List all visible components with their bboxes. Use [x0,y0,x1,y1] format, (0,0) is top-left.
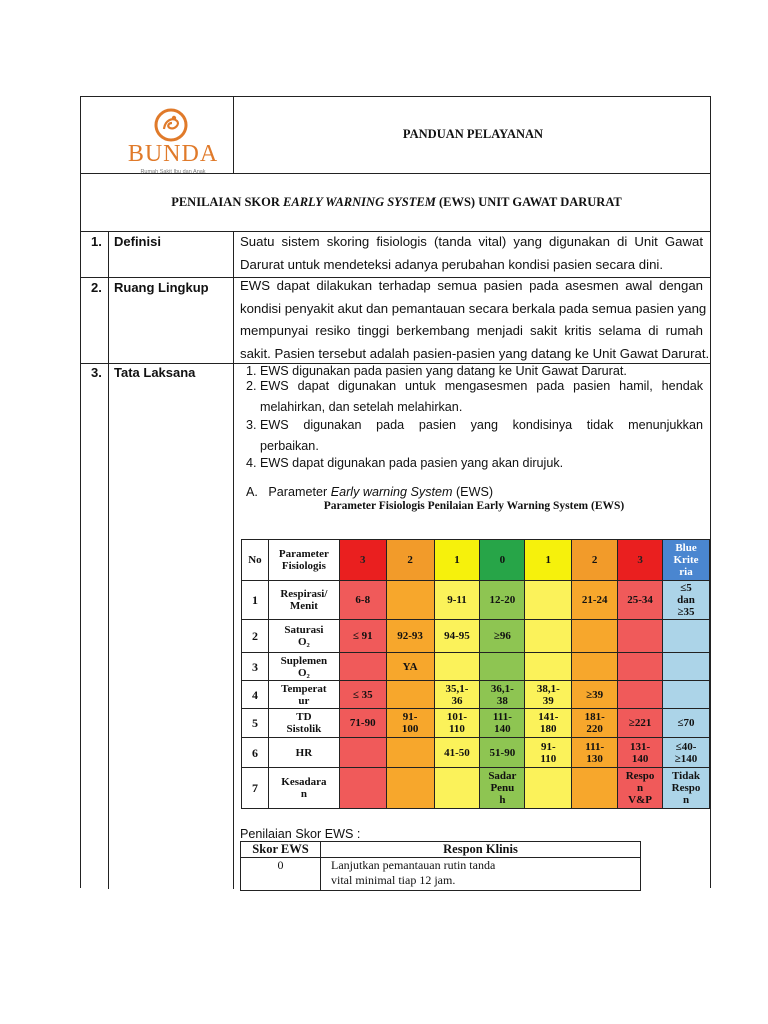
list-item: 2. EWS dapat digunakan untuk mengasesmen pada pasien hamil, hendak melahirkan, dan setelah melahirkan. [246,379,703,414]
table-cell [663,681,710,709]
table-cell: 12-20 [480,581,525,620]
table-cell [386,581,434,620]
table-cell: 111- 140 [480,709,525,738]
table-cell: Suplemen O₂ [268,653,339,681]
tata-laksana-list [240,363,703,472]
table-header-cell: Parameter Fisiologis [268,540,339,581]
table-cell: 35,1- 36 [434,681,480,709]
table-cell: 41-50 [434,738,480,768]
table-cell: 1 [242,581,269,620]
table-cell: 3 [242,653,269,681]
table-header-cell: 3 [339,540,386,581]
table-cell [386,738,434,768]
page-title: PANDUAN PELAYANAN [402,127,544,141]
section-number: 3. [91,365,102,380]
table-row [242,653,710,681]
logo-tagline: Rumah Sakit Ibu dan Anak [140,169,206,175]
section-label-tata-laksana: Tata Laksana [114,365,196,380]
parameter-heading: A. Parameter Early warning System (EWS) [246,485,494,499]
table-row [242,738,710,768]
table-cell: 92-93 [386,620,434,653]
page-subtitle: PENILAIAN SKOR EARLY WARNING SYSTEM (EWS) UNIT GAWAT DARURAT [171,195,622,209]
table-cell: ≥221 [618,709,663,738]
table-header-cell: 2 [386,540,434,581]
table-row [242,620,710,653]
list-item: 3. EWS digunakan pada pasien yang kondisinya tidak menunjukkan perbaikan. [246,418,703,453]
table-row [242,681,710,709]
table-cell [525,620,572,653]
table-cell: 71-90 [339,709,386,738]
document-page [80,96,711,888]
table-cell [663,620,710,653]
table-cell: 38,1- 39 [525,681,572,709]
table-header-cell: 2 [572,540,618,581]
table-cell: Sadar Penu h [480,768,525,809]
table-row [242,581,710,620]
table-cell: ≤ 35 [339,681,386,709]
table-cell: Lanjutkan pemantauan rutin tanda vital minimal tiap 12 jam. [321,858,641,891]
table-header-row [241,842,641,858]
table-cell: ≤5 dan ≥35 [663,581,710,620]
column-divider [233,231,234,889]
table-header-cell: Blue Krite ria [663,540,710,581]
table-cell: ≤40- ≥140 [663,738,710,768]
table-cell [339,768,386,809]
table-cell: Respo n V&P [618,768,663,809]
table-header-cell: 1 [525,540,572,581]
table-cell [572,620,618,653]
list-item: 4. EWS dapat digunakan pada pasien yang akan dirujuk. [246,456,564,470]
table-cell: 51-90 [480,738,525,768]
table-header-cell: Skor EWS [241,842,321,858]
table-cell: 141- 180 [525,709,572,738]
table-cell [572,653,618,681]
section-label-definisi: Definisi [114,234,161,249]
table-cell [339,653,386,681]
table-cell: 91- 110 [525,738,572,768]
table-cell: ≥39 [572,681,618,709]
table-cell: ≥96 [480,620,525,653]
table-cell: 111- 130 [572,738,618,768]
table-cell: Tidak Respo n [663,768,710,809]
table-header-cell: No [242,540,269,581]
table-cell: 6-8 [339,581,386,620]
table-cell [525,653,572,681]
table-row [242,768,710,809]
table-cell: 5 [242,709,269,738]
table-header-cell: 3 [618,540,663,581]
table-cell: HR [268,738,339,768]
section-number: 2. [91,280,102,295]
table-cell: Temperat ur [268,681,339,709]
table-cell: 6 [242,738,269,768]
table-cell: YA [386,653,434,681]
table-cell: Kesadara n [268,768,339,809]
ews-table [241,539,710,809]
table-row [242,709,710,738]
list-item: 1. EWS digunakan pada pasien yang datang ke Unit Gawat Darurat. [246,364,627,378]
table-cell [386,681,434,709]
table-header-cell: 0 [480,540,525,581]
table-cell: 94-95 [434,620,480,653]
table-cell: 101- 110 [434,709,480,738]
skor-ews-label: Penilaian Skor EWS : [240,827,361,841]
table-cell [434,768,480,809]
table-cell: ≤70 [663,709,710,738]
table-cell [618,620,663,653]
table-cell [618,653,663,681]
table-cell: 2 [242,620,269,653]
column-divider [108,231,109,889]
table-cell: Saturasi O₂ [268,620,339,653]
table-cell: 91- 100 [386,709,434,738]
bunda-logo-icon [153,107,189,143]
table-cell: 36,1- 38 [480,681,525,709]
table-cell [386,768,434,809]
table-cell: 25-34 [618,581,663,620]
table-header-row [242,540,710,581]
table-cell: TD Sistolik [268,709,339,738]
table-cell [525,581,572,620]
section-label-ruang-lingkup: Ruang Lingkup [114,280,209,295]
table-cell: 9-11 [434,581,480,620]
ruang-lingkup-text: EWS dapat dilakukan terhadap semua pasien pada asesmen awal dengan kondisi penyakit akut dan pemantauan secara berkala pada semua pasien yang mempunyai resiko tinggi berkembang menjadi sakit kritis selama di rumah sakit. Pasien tersebut adalah pasien-pasien yang datang ke Unit Gawat Darurat. [240,278,710,361]
table-header-cell: Respon Klinis [321,842,641,858]
table-cell: 131- 140 [618,738,663,768]
table-cell [434,653,480,681]
table-cell [339,738,386,768]
table-cell: ≤ 91 [339,620,386,653]
table-cell: 0 [241,858,321,891]
table-cell [663,653,710,681]
bunda-logo [113,107,233,175]
skor-ews-table [240,841,641,891]
table-cell: Respirasi/ Menit [268,581,339,620]
table-cell [572,768,618,809]
table-header-cell: 1 [434,540,480,581]
definisi-text: Suatu sistem skoring fisiologis (tanda vital) yang digunakan di Unit Gawat Darurat untuk mendeteksi adanya perubahan kondisi pasien secara dini. [240,234,703,272]
table-cell [618,681,663,709]
table-row [241,858,641,891]
table-cell: 4 [242,681,269,709]
table-cell [480,653,525,681]
table-cell: 7 [242,768,269,809]
table-cell: 21-24 [572,581,618,620]
ews-table-title: Parameter Fisiologis Penilaian Early Warning System (EWS) [323,500,625,512]
table-cell: 181- 220 [572,709,618,738]
table-cell [525,768,572,809]
section-number: 1. [91,234,102,249]
logo-text: BUNDA [127,141,219,167]
